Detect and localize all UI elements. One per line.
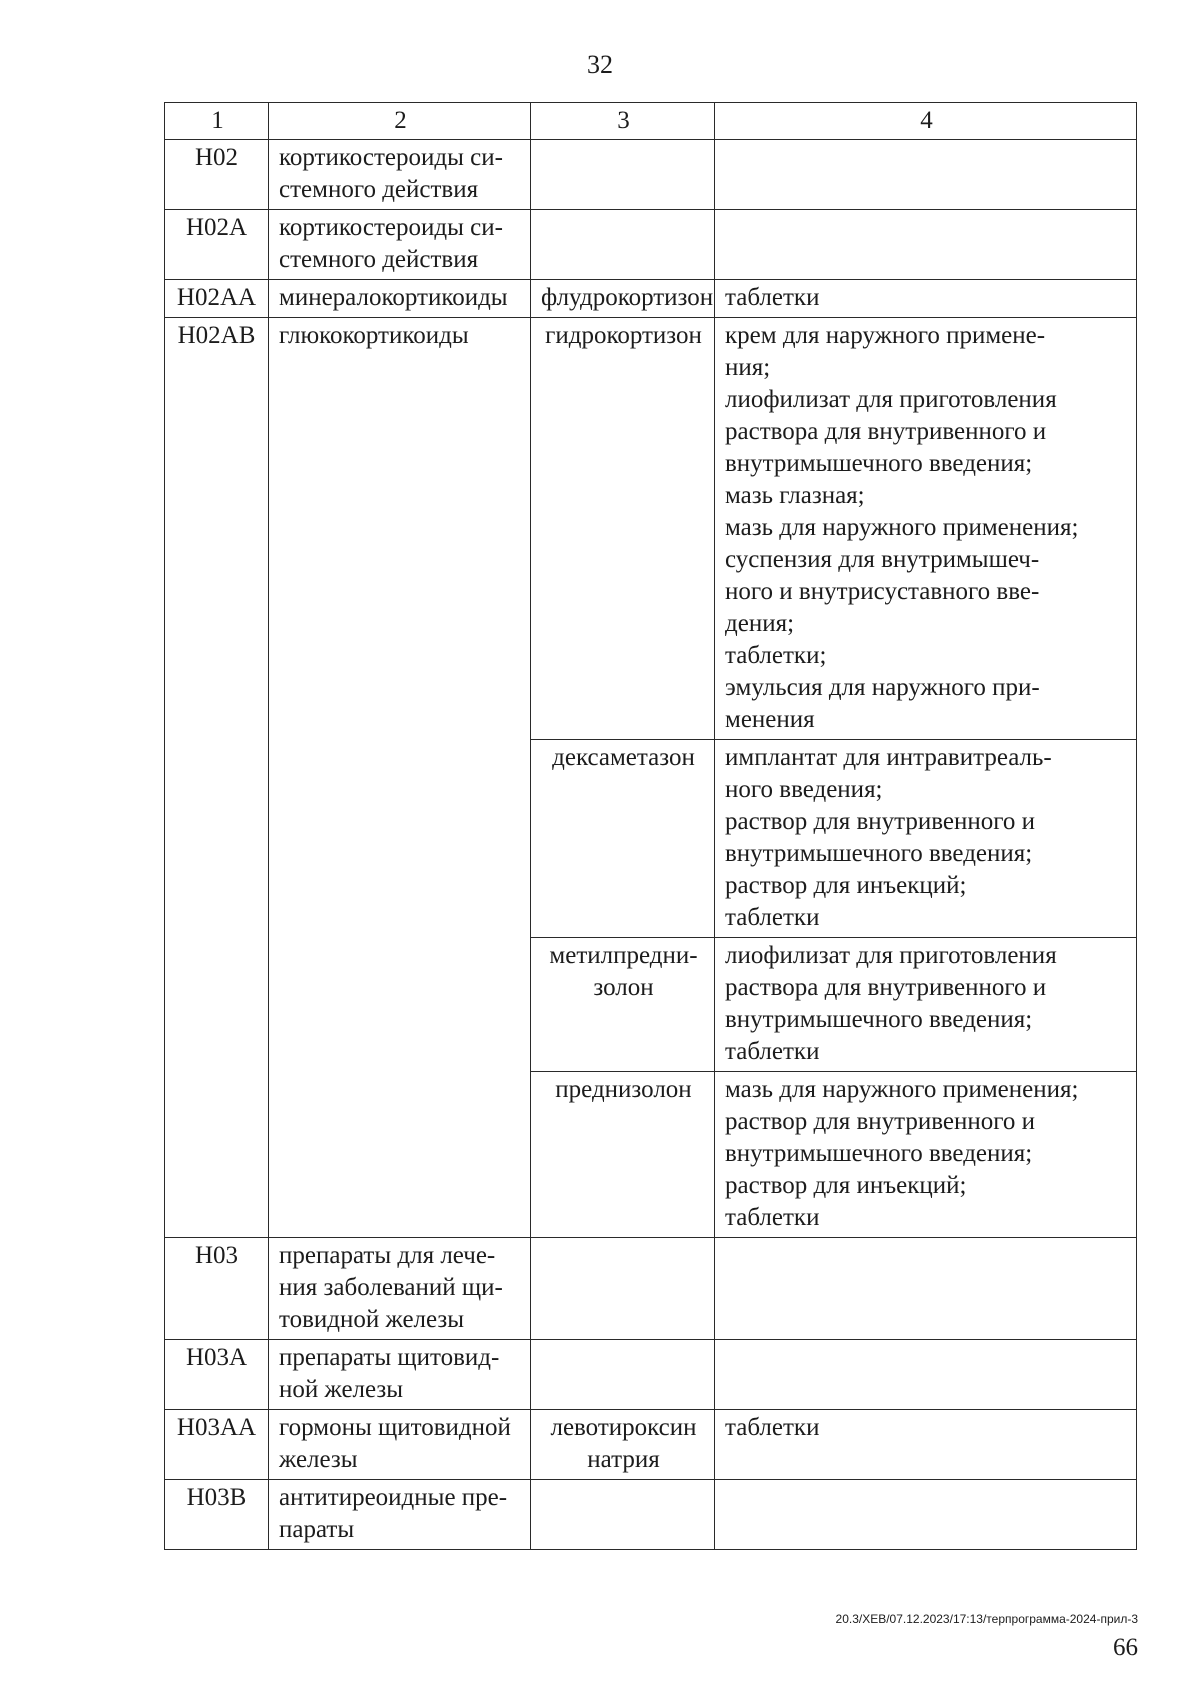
table-row bbox=[165, 140, 1137, 210]
table-row bbox=[165, 1410, 1137, 1480]
atc-code: H03 bbox=[165, 1238, 269, 1340]
drug-name: гидрокортизон bbox=[531, 318, 715, 740]
drug-name bbox=[531, 140, 715, 210]
drug-table bbox=[164, 102, 1137, 1550]
atc-group: кортикостероиды си- стемного действия bbox=[269, 210, 531, 280]
dosage-forms: лиофилизат для приготовления раствора для внутривенного и внутримышечного введения; таблетки bbox=[715, 938, 1137, 1072]
table-row bbox=[165, 1340, 1137, 1410]
atc-group: кортикостероиды си- стемного действия bbox=[269, 140, 531, 210]
dosage-forms bbox=[715, 1480, 1137, 1550]
dosage-forms bbox=[715, 1238, 1137, 1340]
atc-code: H02AB bbox=[165, 318, 269, 1238]
drug-name: дексаметазон bbox=[531, 740, 715, 938]
dosage-forms bbox=[715, 210, 1137, 280]
atc-code: H02 bbox=[165, 140, 269, 210]
dosage-forms bbox=[715, 1340, 1137, 1410]
atc-code: H02A bbox=[165, 210, 269, 280]
dosage-forms: таблетки bbox=[715, 1410, 1137, 1480]
drug-name bbox=[531, 210, 715, 280]
atc-group: гормоны щитовидной железы bbox=[269, 1410, 531, 1480]
dosage-forms: крем для наружного примене- ния; лиофилизат для приготовления раствора для внутривенного и внутримышечного введения; мазь глазная; мазь для наружного применения; суспензия для внутримышеч- ного и внутрисуставного вве- дения; таблетки; эмульсия для наружного при- менения bbox=[715, 318, 1137, 740]
dosage-forms bbox=[715, 140, 1137, 210]
dosage-forms: мазь для наружного применения; раствор для внутривенного и внутримышечного введения; раствор для инъекций; таблетки bbox=[715, 1072, 1137, 1238]
drug-name: левотироксин натрия bbox=[531, 1410, 715, 1480]
drug-name bbox=[531, 1480, 715, 1550]
table-row bbox=[165, 1480, 1137, 1550]
atc-group: глюкокортикоиды bbox=[269, 318, 531, 1238]
table-row bbox=[165, 210, 1137, 280]
atc-group: препараты щитовид- ной железы bbox=[269, 1340, 531, 1410]
table-row bbox=[165, 1238, 1137, 1340]
drug-name: метилпредни- золон bbox=[531, 938, 715, 1072]
atc-group: препараты для лече- ния заболеваний щи- товидной железы bbox=[269, 1238, 531, 1340]
drug-name bbox=[531, 1238, 715, 1340]
drug-name: флудрокортизон bbox=[531, 280, 715, 318]
atc-code: H03A bbox=[165, 1340, 269, 1410]
atc-group: минералокортикоиды bbox=[269, 280, 531, 318]
dosage-forms: имплантат для интравитреаль- ного введения; раствор для внутривенного и внутримышечного введения; раствор для инъекций; таблетки bbox=[715, 740, 1137, 938]
atc-code: H03AA bbox=[165, 1410, 269, 1480]
column-header-4: 4 bbox=[715, 103, 1137, 140]
atc-code: H02AA bbox=[165, 280, 269, 318]
atc-code: H03B bbox=[165, 1480, 269, 1550]
page-number: 32 bbox=[587, 50, 613, 79]
table-header-row bbox=[165, 103, 1137, 140]
dosage-forms: таблетки bbox=[715, 280, 1137, 318]
table-row bbox=[165, 280, 1137, 318]
drug-name bbox=[531, 1340, 715, 1410]
column-header-1: 1 bbox=[165, 103, 269, 140]
sheet-number: 66 bbox=[1113, 1634, 1138, 1661]
column-header-2: 2 bbox=[269, 103, 531, 140]
atc-group: антитиреоидные пре- параты bbox=[269, 1480, 531, 1550]
table-row bbox=[165, 318, 1137, 740]
column-header-3: 3 bbox=[531, 103, 715, 140]
drug-name: преднизолон bbox=[531, 1072, 715, 1238]
document-stamp: 20.3/ХЕВ/07.12.2023/17:13/терпрограмма-2024-прил-3 bbox=[835, 1612, 1138, 1626]
